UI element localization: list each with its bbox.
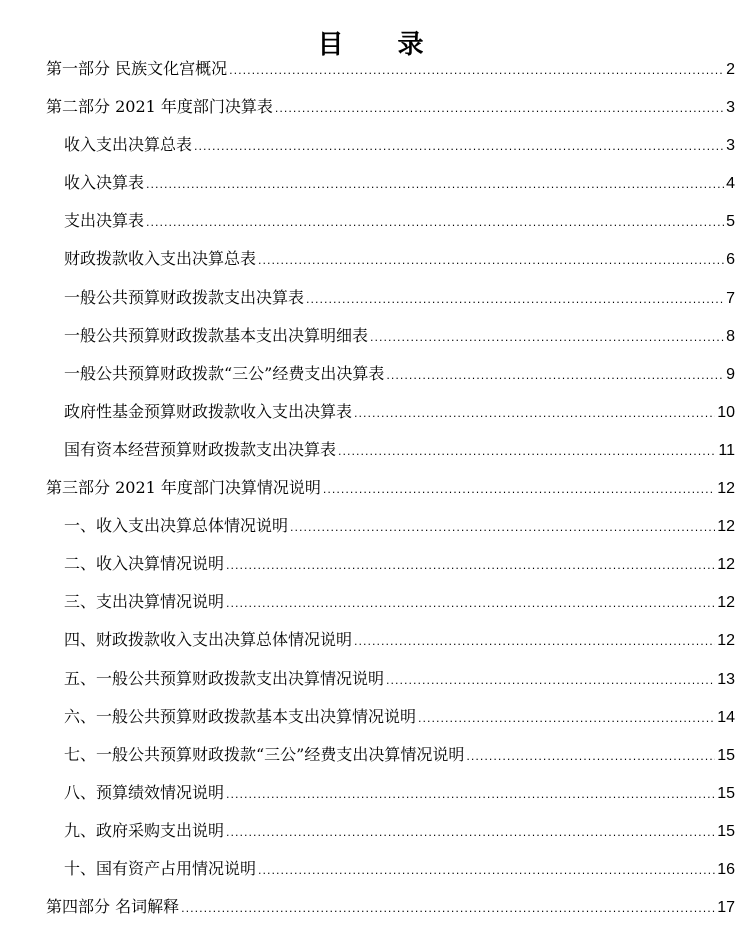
toc-entry-label: 第四部分 名词解释: [46, 897, 180, 917]
toc-entry-label: 收入支出决算总表: [64, 135, 193, 155]
toc-subsection-entry[interactable]: [0, 736, 755, 774]
toc-section-entry[interactable]: [0, 50, 755, 88]
toc-entry-label: 政府性基金预算财政拨款收入支出决算表: [64, 401, 353, 421]
toc-page-number: 15: [717, 746, 735, 764]
toc-dot-leader: [226, 585, 715, 623]
toc-dot-leader: [181, 890, 715, 928]
toc-page-number: 5: [726, 213, 735, 231]
toc-subsection-entry[interactable]: [0, 698, 755, 736]
toc-entry-label: 第二部分 2021 年度部门决算表: [46, 97, 273, 117]
toc-page-number: 7: [726, 289, 735, 307]
toc-page-number: 2: [726, 61, 735, 78]
toc-page-number: 3: [726, 137, 735, 155]
toc-page-number: 6: [726, 251, 735, 269]
toc-dot-leader: [354, 395, 715, 433]
toc-subsection-entry[interactable]: [0, 850, 755, 888]
toc-dot-leader: [226, 547, 715, 585]
toc-entry-label: 三、支出决算情况说明: [64, 592, 225, 612]
toc-dot-leader: [226, 814, 715, 852]
toc-entry-label: 四、财政拨款收入支出决算总体情况说明: [64, 630, 353, 650]
toc-dot-leader: [146, 166, 724, 204]
toc-subsection-entry[interactable]: [0, 279, 755, 317]
toc-page-number: 10: [717, 403, 735, 421]
toc-dot-leader: [194, 128, 724, 166]
toc-dot-leader: [275, 90, 724, 128]
toc-entry-label: 九、政府采购支出说明: [64, 820, 225, 840]
toc-entry-label: 第一部分 民族文化宫概况: [46, 59, 228, 78]
toc-entry-label: 二、收入决算情况说明: [64, 554, 225, 574]
toc-page-number: 13: [717, 670, 735, 688]
toc-dot-leader: [306, 281, 724, 319]
toc-dot-leader: [418, 700, 715, 738]
toc-page-number: 12: [717, 632, 735, 650]
toc-entry-label: 一、收入支出决算总体情况说明: [64, 516, 289, 536]
toc-page-number: 4: [726, 175, 735, 193]
toc-subsection-entry[interactable]: [0, 431, 755, 469]
toc-dot-leader: [290, 509, 715, 547]
toc-subsection-entry[interactable]: [0, 126, 755, 164]
toc-subsection-entry[interactable]: [0, 660, 755, 698]
toc-page-number: 3: [726, 99, 735, 117]
toc-dot-leader: [258, 242, 724, 280]
toc-title: 目 录: [317, 30, 438, 61]
toc-entry-label: 一般公共预算财政拨款支出决算表: [64, 287, 305, 307]
toc-page-number: 12: [717, 594, 735, 612]
toc-page-number: 8: [726, 327, 735, 345]
toc-subsection-entry[interactable]: [0, 164, 755, 202]
toc-subsection-entry[interactable]: [0, 355, 755, 393]
toc-list: [0, 50, 755, 926]
toc-subsection-entry[interactable]: [0, 393, 755, 431]
toc-entry-label: 六、一般公共预算财政拨款基本支出决算情况说明: [64, 706, 417, 726]
toc-entry-label: 一般公共预算财政拨款“三公”经费支出决算表: [64, 363, 385, 383]
toc-entry-label: 七、一般公共预算财政拨款“三公”经费支出决算情况说明: [64, 744, 465, 764]
toc-entry-label: 国有资本经营预算财政拨款支出决算表: [64, 439, 337, 459]
toc-entry-label: 八、预算绩效情况说明: [64, 782, 225, 802]
toc-entry-label: 财政拨款收入支出决算总表: [64, 249, 257, 269]
toc-subsection-entry[interactable]: [0, 240, 755, 278]
toc-subsection-entry[interactable]: [0, 812, 755, 850]
toc-dot-leader: [386, 662, 715, 700]
toc-page-number: 16: [717, 860, 735, 878]
toc-subsection-entry[interactable]: [0, 507, 755, 545]
toc-dot-leader: [229, 52, 724, 90]
toc-dot-leader: [386, 357, 724, 395]
toc-dot-leader: [323, 471, 715, 509]
toc-entry-label: 五、一般公共预算财政拨款支出决算情况说明: [64, 668, 385, 688]
toc-page-number: 9: [726, 365, 735, 383]
toc-entry-label: 一般公共预算财政拨款基本支出决算明细表: [64, 325, 369, 345]
toc-entry-label: 支出决算表: [64, 211, 145, 231]
toc-dot-leader: [258, 852, 715, 890]
toc-dot-leader: [338, 433, 716, 471]
toc-dot-leader: [466, 738, 715, 776]
toc-page-number: 14: [717, 708, 735, 726]
toc-dot-leader: [354, 623, 715, 661]
toc-section-entry[interactable]: [0, 469, 755, 507]
toc-dot-leader: [370, 319, 724, 357]
toc-subsection-entry[interactable]: [0, 317, 755, 355]
toc-subsection-entry[interactable]: [0, 545, 755, 583]
toc-page-number: 15: [717, 784, 735, 802]
toc-subsection-entry[interactable]: [0, 621, 755, 659]
toc-page-number: 12: [717, 556, 735, 574]
toc-page-number: 17: [717, 899, 735, 917]
toc-page-number: 12: [717, 480, 735, 498]
toc-page-number: 11: [718, 441, 735, 459]
toc-page-number: 12: [717, 518, 735, 536]
toc-section-entry[interactable]: [0, 888, 755, 926]
toc-entry-label: 十、国有资产占用情况说明: [64, 858, 257, 878]
toc-entry-label: 第三部分 2021 年度部门决算情况说明: [46, 478, 321, 498]
toc-subsection-entry[interactable]: [0, 774, 755, 812]
toc-dot-leader: [146, 204, 724, 242]
toc-subsection-entry[interactable]: [0, 583, 755, 621]
toc-page-number: 15: [717, 822, 735, 840]
toc-dot-leader: [226, 776, 715, 814]
toc-entry-label: 收入决算表: [64, 173, 145, 193]
toc-subsection-entry[interactable]: [0, 202, 755, 240]
toc-section-entry[interactable]: [0, 88, 755, 126]
